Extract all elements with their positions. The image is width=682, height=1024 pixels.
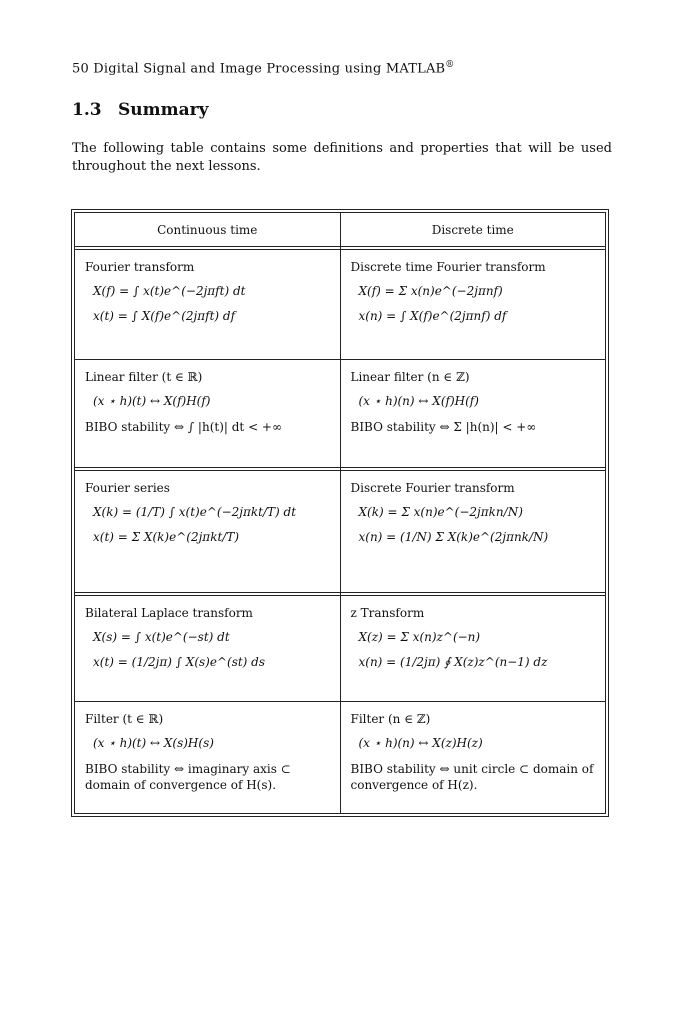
- table-cell: [75, 702, 341, 814]
- table-row: [75, 360, 606, 468]
- summary-table: [71, 209, 609, 817]
- bibo-stability: BIBO stability ⇔ imaginary axis ⊂ domain of convergence of H(s).: [85, 762, 291, 792]
- table-cell: [340, 702, 606, 814]
- section-heading: [72, 100, 208, 120]
- formula: (x ⋆ h)(n) ↔ X(z)H(z): [358, 736, 483, 750]
- table-row: [75, 702, 606, 814]
- formula: X(z) = Σ x(n)z^(−n): [358, 630, 481, 644]
- table-cell: [340, 471, 606, 593]
- running-head: [72, 60, 455, 76]
- cell-title: z Transform: [350, 606, 425, 620]
- formula: x(t) = ∫ X(f)e^(2jπft) df: [93, 309, 236, 323]
- section-title: Summary: [118, 100, 209, 120]
- cell-title: Fourier series: [85, 481, 170, 495]
- header-discrete: Discrete time: [340, 213, 606, 247]
- formula: X(k) = (1/T) ∫ x(t)e^(−2jπkt/T) dt: [93, 505, 297, 519]
- table-cell: [75, 471, 341, 593]
- cell-title: Linear filter (n ∈ ℤ): [350, 370, 470, 384]
- section-number: 1.3: [72, 100, 102, 120]
- cell-title: Linear filter (t ∈ ℝ): [85, 370, 203, 384]
- formula: x(t) = Σ X(k)e^(2jπkt/T): [93, 530, 240, 544]
- intro-paragraph: The following table contains some definitions and properties that will be used throughout the next lessons.: [72, 141, 612, 174]
- table-row: [75, 471, 606, 593]
- cell-title: Fourier transform: [85, 260, 195, 274]
- formula: (x ⋆ h)(t) ↔ X(f)H(f): [93, 394, 211, 408]
- cell-title: Bilateral Laplace transform: [85, 606, 253, 620]
- table-cell: [75, 360, 341, 468]
- formula: X(k) = Σ x(n)e^(−2jπkn/N): [358, 505, 523, 519]
- formula: (x ⋆ h)(t) ↔ X(s)H(s): [93, 736, 214, 750]
- table-row: [75, 596, 606, 702]
- formula: x(t) = (1/2jπ) ∫ X(s)e^(st) ds: [93, 655, 266, 669]
- cell-title: Discrete Fourier transform: [350, 481, 515, 495]
- bibo-stability: BIBO stability ⇔ unit circle ⊂ domain of convergence of H(z).: [350, 762, 594, 792]
- table-cell: [340, 250, 606, 360]
- formula: X(f) = ∫ x(t)e^(−2jπft) dt: [93, 284, 246, 298]
- table-header-row: [75, 213, 606, 247]
- bibo-stability: BIBO stability ⇔ Σ |h(n)| < +∞: [350, 420, 537, 434]
- cell-title: Discrete time Fourier transform: [350, 260, 546, 274]
- cell-title: Filter (n ∈ ℤ): [350, 712, 431, 726]
- table-cell: [340, 360, 606, 468]
- table-cell: [340, 596, 606, 702]
- formula: (x ⋆ h)(n) ↔ X(f)H(f): [358, 394, 479, 408]
- table-cell: [75, 250, 341, 360]
- formula: x(n) = ∫ X(f)e^(2jπnf) df: [358, 309, 507, 323]
- formula: x(n) = (1/N) Σ X(k)e^(2jπnk/N): [358, 530, 549, 544]
- running-head-text: 50 Digital Signal and Image Processing using MATLAB: [72, 61, 446, 77]
- header-continuous: Continuous time: [75, 213, 341, 247]
- formula: X(f) = Σ x(n)e^(−2jπnf): [358, 284, 503, 298]
- table-cell: [75, 596, 341, 702]
- bibo-stability: BIBO stability ⇔ ∫ |h(t)| dt < +∞: [85, 420, 282, 434]
- registered-mark: ®: [445, 60, 455, 70]
- formula: X(s) = ∫ x(t)e^(−st) dt: [93, 630, 230, 644]
- table-row: [75, 250, 606, 360]
- formula: x(n) = (1/2jπ) ∮ X(z)z^(n−1) dz: [358, 655, 548, 669]
- cell-title: Filter (t ∈ ℝ): [85, 712, 164, 726]
